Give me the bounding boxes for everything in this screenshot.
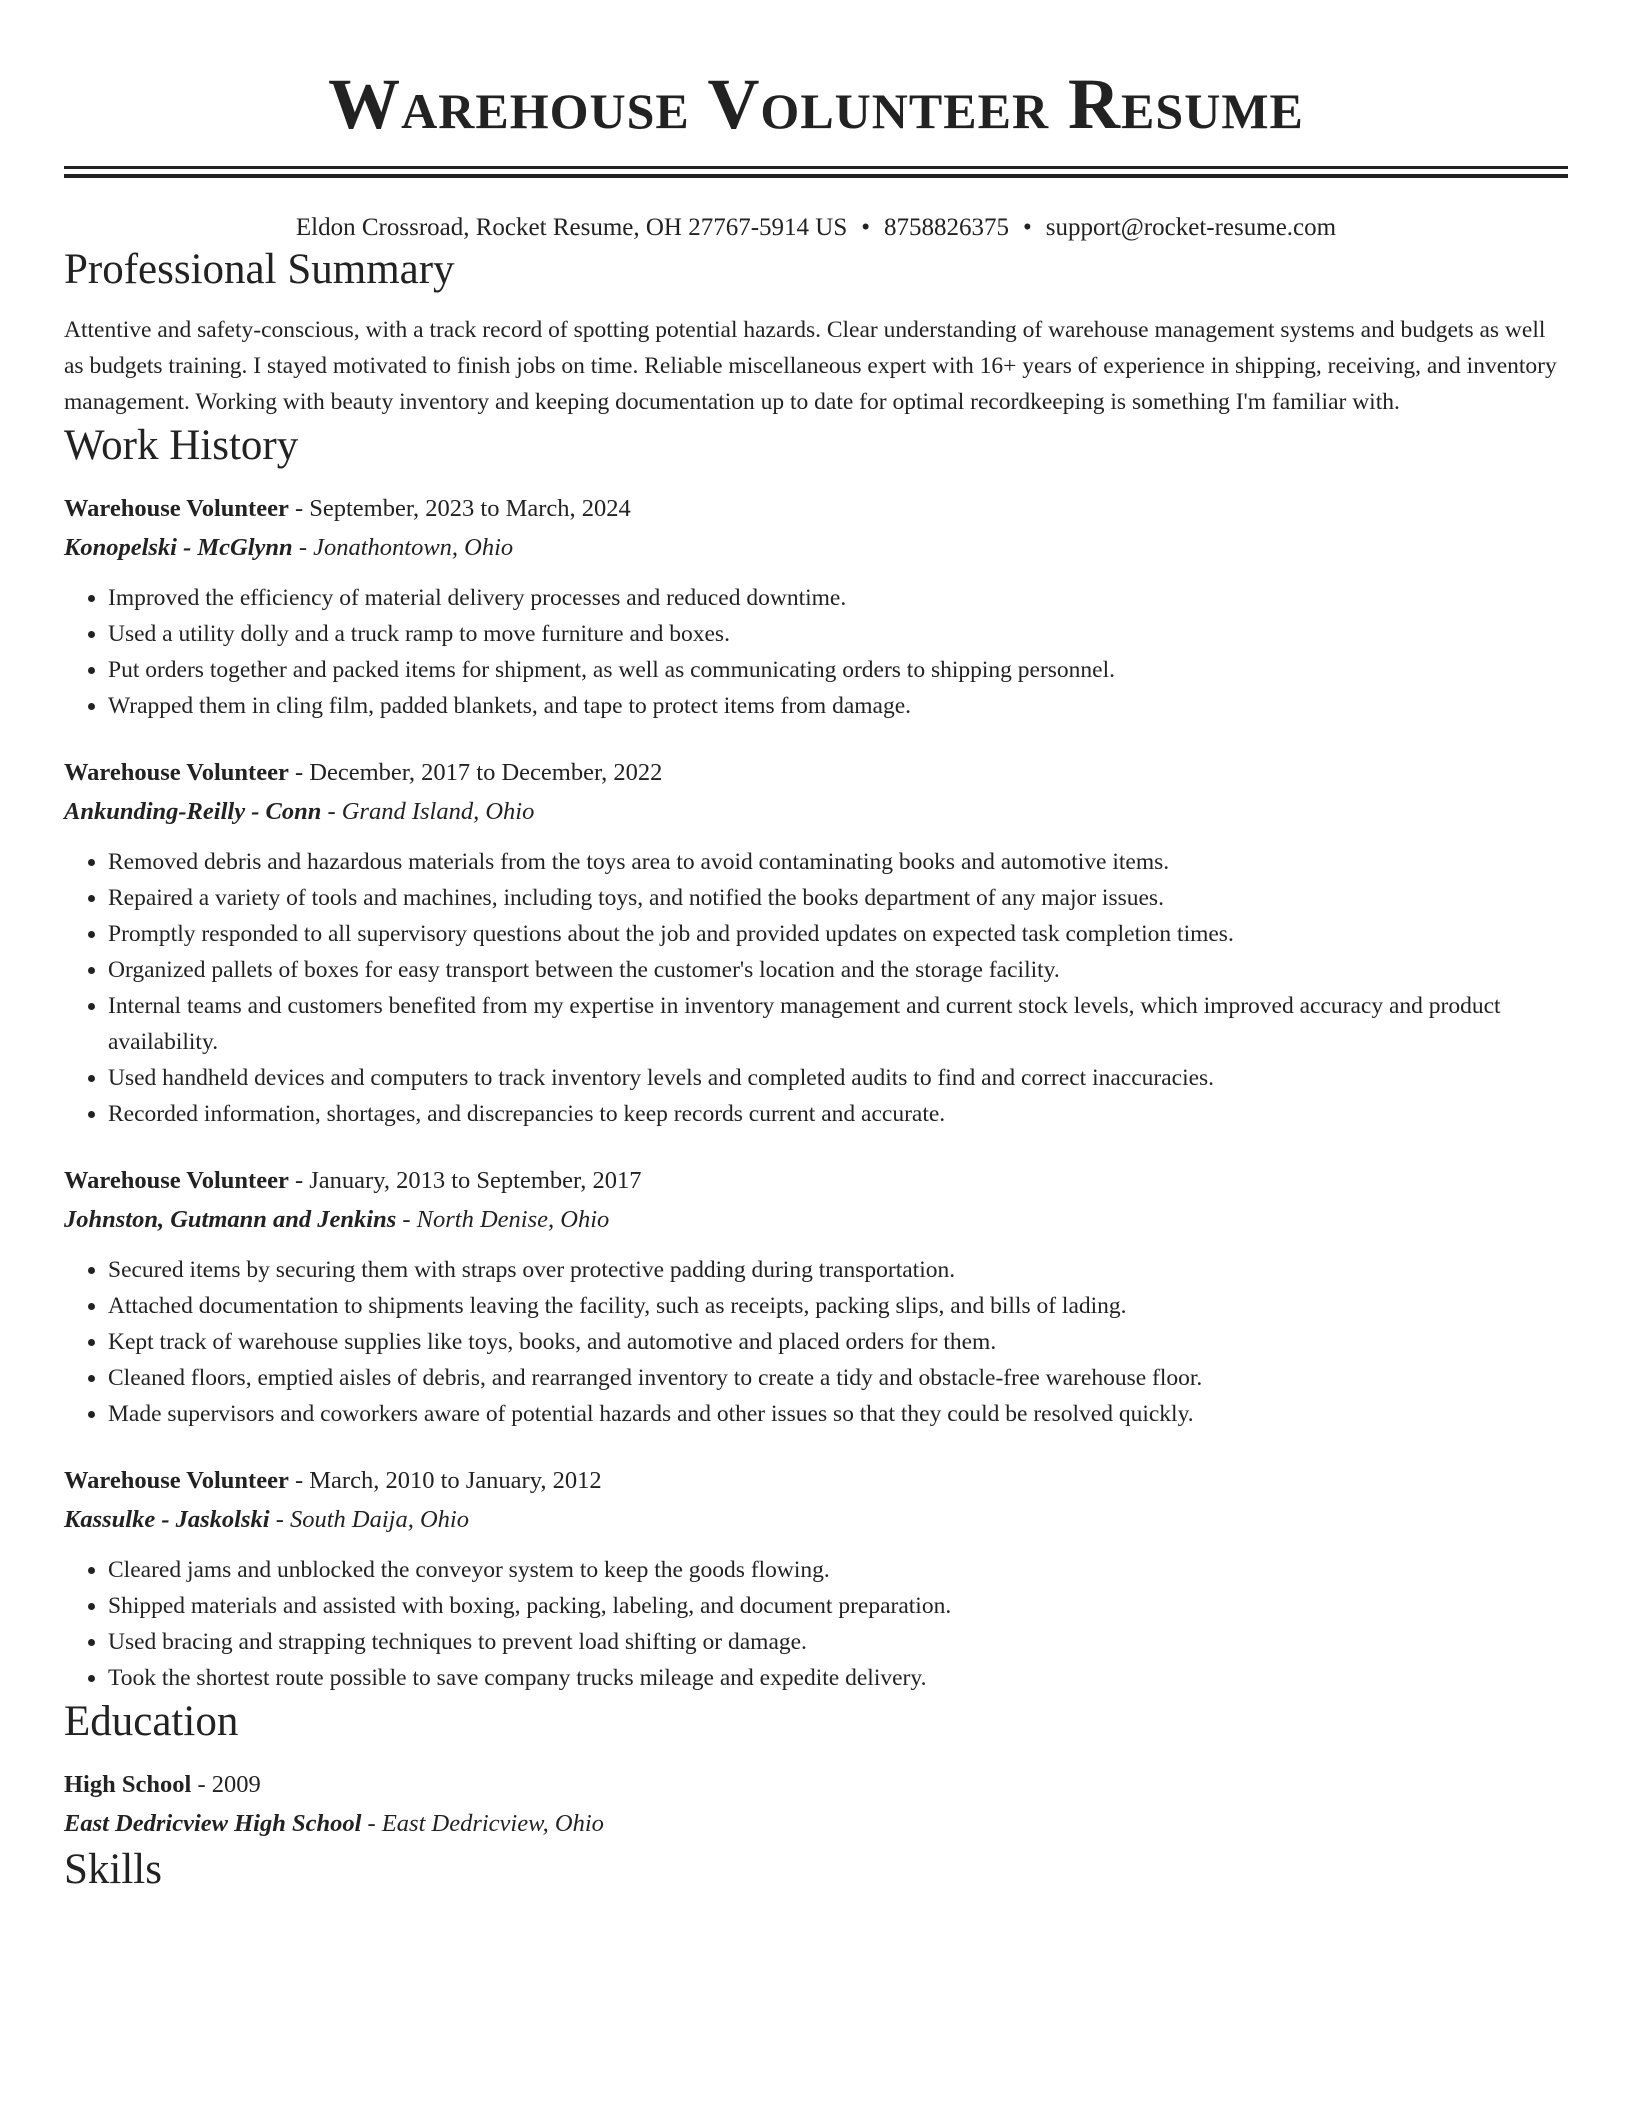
job-company: Konopelski - McGlynn: [64, 534, 293, 561]
job-bullets: [64, 844, 1568, 1132]
job-entry-2: [64, 754, 1568, 1132]
job-entry-1: [64, 490, 1568, 724]
job-company: Kassulke - Jaskolski: [64, 1506, 270, 1533]
list-item: • Improved the efficiency of material delivery processes and reduced downtime.: [108, 580, 1568, 616]
education-year: - 2009: [191, 1771, 261, 1798]
education-school-line: [64, 1804, 1568, 1844]
list-item: • Removed debris and hazardous materials from the toys area to avoid contaminating books and automotive items.: [108, 844, 1568, 880]
list-item: • Internal teams and customers benefited from my expertise in inventory management and current stock levels, which improved accuracy and product availability.: [108, 988, 1568, 1060]
work-history-heading: Work History: [64, 422, 299, 469]
job-bullets: [64, 1552, 1568, 1696]
title-divider-thick: [64, 166, 1568, 169]
job-location: - Grand Island, Ohio: [321, 798, 535, 825]
job-company-line: [64, 528, 1568, 568]
list-item: • Secured items by securing them with straps over protective padding during transportation.: [108, 1252, 1568, 1288]
title-divider-thin: [64, 174, 1568, 178]
list-item: • Cleaned floors, emptied aisles of debris, and rearranged inventory to create a tidy and obstacle-free warehouse floor.: [108, 1360, 1568, 1396]
summary-text: Attentive and safety-conscious, with a track record of spotting potential hazards. Clear understanding of warehouse management systems and budgets as well as budgets training. I stayed motivated to finish jobs on time. Reliable miscellaneous expert with 16+ years of experience in shipping, receiving, and inventory management. Working with beauty inventory and keeping documentation up to date for optimal recordkeeping is something I'm familiar with.: [64, 317, 1557, 415]
list-item: • Shipped materials and assisted with boxing, packing, labeling, and document preparation.: [108, 1588, 1568, 1624]
job-bullets: [64, 580, 1568, 724]
summary-heading: Professional Summary: [64, 246, 455, 293]
job-title: Warehouse Volunteer: [64, 1167, 289, 1194]
list-item: • Promptly responded to all supervisory questions about the job and provided updates on expected task completion times.: [108, 916, 1568, 952]
job-entry-4: [64, 1462, 1568, 1696]
education-degree: High School: [64, 1771, 192, 1798]
contact-line: [64, 212, 1568, 244]
education-degree-line: [64, 1766, 1568, 1804]
list-item: • Cleared jams and unblocked the conveyor system to keep the goods flowing.: [108, 1552, 1568, 1588]
list-item: • Kept track of warehouse supplies like toys, books, and automotive and placed orders for them.: [108, 1324, 1568, 1360]
job-title: Warehouse Volunteer: [64, 495, 289, 522]
contact-phone: 8758826375: [884, 214, 1010, 241]
contact-address: Eldon Crossroad, Rocket Resume, OH 27767-5914 US: [295, 214, 848, 241]
list-item: • Attached documentation to shipments leaving the facility, such as receipts, packing slips, and bills of lading.: [108, 1288, 1568, 1324]
contact-email: support@rocket-resume.com: [1045, 214, 1337, 241]
job-location: - North Denise, Ohio: [396, 1206, 610, 1233]
education-school: East Dedricview High School: [64, 1810, 362, 1837]
job-title: Warehouse Volunteer: [64, 1467, 289, 1494]
job-company: Johnston, Gutmann and Jenkins: [64, 1206, 397, 1233]
job-company-line: [64, 792, 1568, 832]
job-title: Warehouse Volunteer: [64, 759, 289, 786]
job-title-line: [64, 1162, 1568, 1200]
job-dates: - September, 2023 to March, 2024: [288, 495, 631, 522]
job-bullets: [64, 1252, 1568, 1432]
list-item: • Used a utility dolly and a truck ramp to move furniture and boxes.: [108, 616, 1568, 652]
job-company-line: [64, 1200, 1568, 1240]
job-title-line: [64, 1462, 1568, 1500]
education-location: - East Dedricview, Ohio: [361, 1810, 604, 1837]
skills-heading: Skills: [64, 1846, 162, 1893]
contact-separator: •: [1023, 214, 1032, 241]
list-item: • Recorded information, shortages, and discrepancies to keep records current and accurate.: [108, 1096, 1568, 1132]
list-item: • Took the shortest route possible to save company trucks mileage and expedite delivery.: [108, 1660, 1568, 1696]
job-title-line: [64, 490, 1568, 528]
list-item: • Made supervisors and coworkers aware of potential hazards and other issues so that they could be resolved quickly.: [108, 1396, 1568, 1432]
education-heading: Education: [64, 1698, 239, 1745]
list-item: • Organized pallets of boxes for easy transport between the customer's location and the storage facility.: [108, 952, 1568, 988]
list-item: • Repaired a variety of tools and machines, including toys, and notified the books department of any major issues.: [108, 880, 1568, 916]
list-item: • Used handheld devices and computers to track inventory levels and completed audits to find and correct inaccuracies.: [108, 1060, 1568, 1096]
job-company: Ankunding-Reilly - Conn: [64, 798, 322, 825]
job-location: - South Daija, Ohio: [269, 1506, 469, 1533]
resume-page: [64, 0, 1568, 1896]
job-location: - Jonathontown, Ohio: [292, 534, 514, 561]
job-dates: - January, 2013 to September, 2017: [288, 1167, 642, 1194]
list-item: • Wrapped them in cling film, padded blankets, and tape to protect items from damage.: [108, 688, 1568, 724]
job-company-line: [64, 1500, 1568, 1540]
job-dates: - March, 2010 to January, 2012: [288, 1467, 602, 1494]
job-dates: - December, 2017 to December, 2022: [288, 759, 663, 786]
resume-title: Warehouse Volunteer Resume: [328, 64, 1304, 144]
job-entry-3: [64, 1162, 1568, 1432]
list-item: • Used bracing and strapping techniques to prevent load shifting or damage.: [108, 1624, 1568, 1660]
contact-separator: •: [861, 214, 871, 241]
job-title-line: [64, 754, 1568, 792]
list-item: • Put orders together and packed items for shipment, as well as communicating orders to shipping personnel.: [108, 652, 1568, 688]
